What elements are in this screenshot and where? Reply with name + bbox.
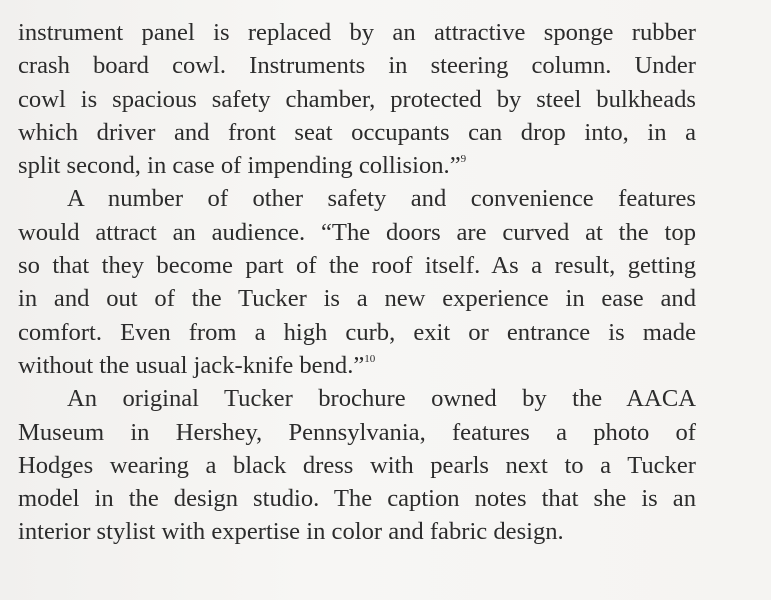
footnote-marker: 10 — [364, 352, 376, 365]
text-line: cowl is spacious safety chamber, protected by steel bulkheads — [18, 85, 696, 113]
text-line: split second, in case of impending collision.”$^9$ — [18, 152, 467, 180]
text-line: An original Tucker brochure owned by the AACA — [67, 385, 696, 413]
text-line: A number of other safety and convenience features — [67, 185, 696, 213]
text-line: interior stylist with expertise in color and fabric design. — [18, 518, 564, 546]
text-line: model in the design studio. The caption notes that she is an — [18, 485, 696, 513]
paragraph-1 — [18, 16, 696, 182]
text-line: so that they become part of the roof itself. As a result, getting — [18, 252, 696, 280]
text-line: in and out of the Tucker is a new experience in ease and — [18, 285, 696, 313]
text-line: comfort. Even from a high curb, exit or entrance is made — [18, 318, 696, 346]
text-column — [18, 16, 696, 549]
text-line: would attract an audience. “The doors are curved at the top — [18, 218, 696, 246]
text-line: Hodges wearing a black dress with pearls next to a Tucker — [18, 451, 696, 479]
text-line: crash board cowl. Instruments in steering column. Under — [18, 52, 696, 80]
text-line: Museum in Hershey, Pennsylvania, features a photo of — [18, 418, 696, 446]
footnote-marker: 9 — [460, 153, 467, 166]
paragraph-3 — [18, 382, 696, 548]
text-line: which driver and front seat occupants can drop into, in a — [18, 118, 696, 146]
text-line: instrument panel is replaced by an attractive sponge rubber — [18, 19, 696, 46]
paragraph-2 — [18, 182, 696, 382]
text-line: without the usual jack-knife bend.”$^{10}$ — [18, 351, 376, 379]
